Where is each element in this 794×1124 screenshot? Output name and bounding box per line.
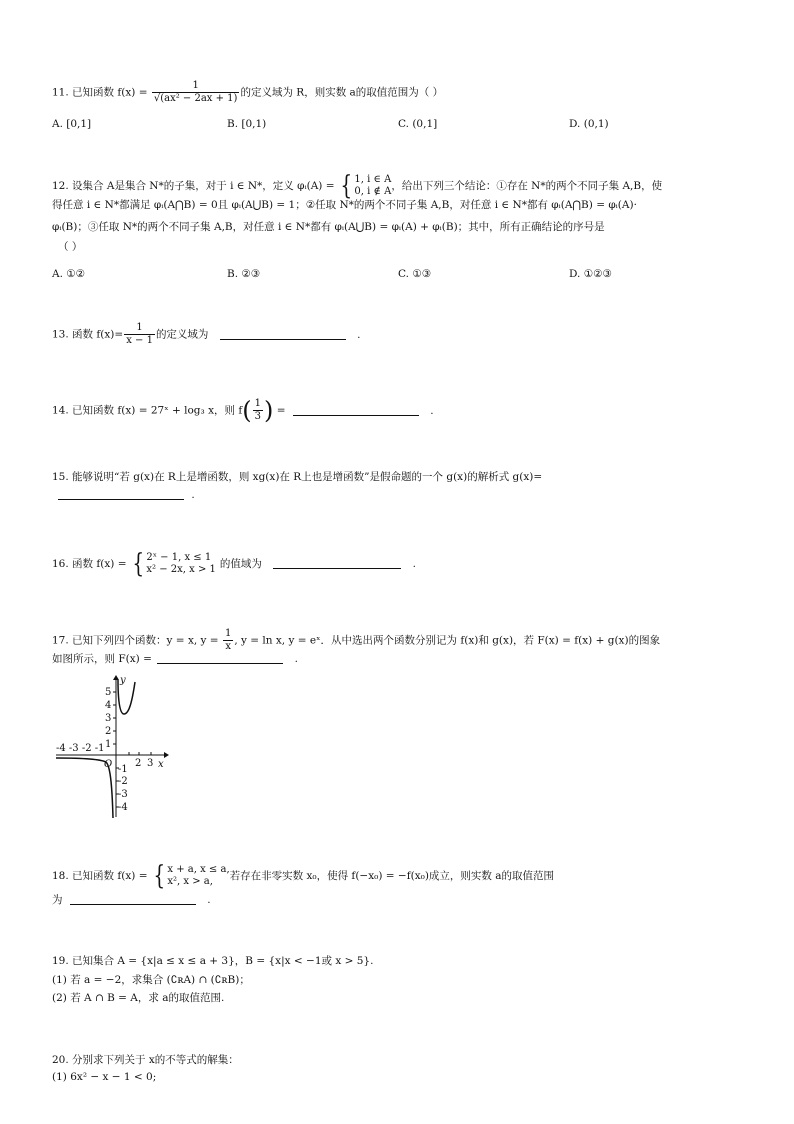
q17-graph bbox=[52, 672, 182, 822]
question-18-line-2 bbox=[52, 892, 211, 907]
q18-stem-line2: 为 bbox=[52, 894, 63, 906]
q17-x-arrow bbox=[164, 752, 169, 758]
question-12-line-2: 得任意 i ∈ N*都满足 φᵢ(A⋂B) = 0且 φᵢ(A⋃B) = 1；②任取 N*的两个不同子集 A,B，对任意 i ∈ N*都有 φᵢ(A⋂B) = φᵢ(A)· bbox=[52, 199, 637, 211]
question-19-part-1: (1) 若 a = −2，求集合 (∁ʀA) ∩ (∁ʀB)； bbox=[52, 974, 250, 986]
q11-fraction bbox=[152, 80, 240, 105]
q17-y-tick-neg3: -3 bbox=[118, 789, 128, 800]
q17-y-tick-1: 1 bbox=[105, 739, 112, 750]
q18-answer-blank[interactable] bbox=[70, 892, 196, 905]
q17-numerator: 1 bbox=[224, 628, 232, 639]
q12-option-a[interactable]: A. ①② bbox=[52, 268, 86, 280]
q12-option-d[interactable]: D. ①②③ bbox=[569, 268, 612, 280]
q18-brace: { bbox=[153, 861, 165, 891]
q11-numerator: 1 bbox=[192, 80, 199, 91]
q17-y-tick-neg2: -2 bbox=[118, 776, 128, 787]
q17-x-label: x bbox=[158, 759, 164, 770]
q12-stem-post: ，给出下列三个结论：①存在 N*的两个不同子集 A,B，使 bbox=[391, 180, 663, 192]
q11-stem-post: 的定义域为 R，则实数 a的取值范围为（ ） bbox=[240, 86, 444, 99]
q18-cases bbox=[167, 864, 229, 888]
q17-stem-pre: 17. 已知下列四个函数：y = x, y = bbox=[52, 634, 222, 647]
q14-equals: = bbox=[273, 404, 289, 417]
q15-answer-blank[interactable] bbox=[58, 487, 184, 500]
q14-answer-blank[interactable] bbox=[293, 403, 419, 416]
q17-y-arrow bbox=[113, 675, 119, 680]
q12-cases bbox=[354, 174, 391, 198]
q14-stem-pre: 14. 已知函数 f(x) = 27ˣ + log₃ x，则 f bbox=[52, 404, 243, 417]
q17-stem-post: , y = ln x, y = eˣ．从中选出两个函数分别记为 f(x)和 g(x)，若 F(x) = f(x) + g(x)的图象 bbox=[234, 634, 661, 647]
q18-stem-post: 若存在非零实数 x₀，使得 f(−x₀) = −f(x₀)成立，则实数 a的取值范围 bbox=[229, 870, 555, 882]
q17-fraction bbox=[223, 628, 233, 653]
question-17-line-2 bbox=[52, 651, 298, 666]
q16-case-2: x² − 2x, x > 1 bbox=[146, 564, 216, 575]
q12-option-b[interactable]: B. ②③ bbox=[227, 268, 261, 280]
question-20-part-1: (1) 6x² − x − 1 < 0; bbox=[52, 1071, 157, 1083]
q16-stem-pre: 16. 函数 f(x) = bbox=[52, 558, 130, 570]
q14-end: . bbox=[430, 404, 434, 417]
q11-option-b[interactable]: B. [0,1) bbox=[227, 118, 267, 130]
q11-option-a[interactable]: A. [0,1] bbox=[52, 118, 92, 130]
q17-y-label: y bbox=[120, 675, 126, 686]
question-17-line-1 bbox=[52, 628, 660, 653]
q17-y-tick-neg4: -4 bbox=[118, 802, 128, 813]
q17-y-tick-5: 5 bbox=[105, 687, 112, 698]
q17-end: . bbox=[294, 653, 298, 665]
q16-cases bbox=[146, 552, 215, 576]
q15-end: . bbox=[191, 489, 195, 501]
q11-denominator: √(ax² − 2ax + 1) bbox=[153, 93, 238, 104]
question-19-part-2: (2) 若 A ∩ B = A，求 a的取值范围. bbox=[52, 992, 225, 1004]
question-13 bbox=[52, 322, 360, 347]
q12-stem-pre: 12. 设集合 A是集合 N*的子集，对于 i ∈ N*，定义 φᵢ(A) = bbox=[52, 180, 338, 192]
q13-end: . bbox=[357, 328, 361, 341]
q13-answer-blank[interactable] bbox=[220, 327, 346, 340]
question-15-line-2 bbox=[58, 487, 195, 502]
question-11 bbox=[52, 80, 443, 105]
q11-stem-pre: 11. 已知函数 f(x) = bbox=[52, 86, 151, 99]
q17-x-tick-3: 3 bbox=[147, 758, 154, 769]
q17-y-tick-4: 4 bbox=[105, 700, 112, 711]
q12-option-c[interactable]: C. ①③ bbox=[398, 268, 432, 280]
q16-answer-blank[interactable] bbox=[273, 556, 401, 569]
q12-case-2: 0, i ∉ A bbox=[354, 186, 392, 197]
q16-stem-post: 的值域为 bbox=[219, 558, 262, 570]
question-12-line-4: （ ） bbox=[58, 241, 83, 253]
q16-case-1: 2ˣ − 1, x ≤ 1 bbox=[146, 552, 212, 563]
q16-end: . bbox=[412, 558, 416, 570]
q13-denominator: x − 1 bbox=[126, 335, 153, 346]
q18-end: . bbox=[207, 894, 211, 906]
q17-origin-label: O bbox=[104, 759, 113, 770]
question-18 bbox=[52, 861, 555, 891]
question-12-line-3: φᵢ(B)；③任取 N*的两个不同子集 A,B，对任意 i ∈ N*都有 φᵢ(A⋃B) = φᵢ(A) + φᵢ(B)；其中，所有正确结论的序号是 bbox=[52, 221, 605, 233]
q17-answer-blank[interactable] bbox=[157, 651, 283, 664]
q17-y-tick-neg1: -1 bbox=[118, 764, 128, 775]
q13-stem-post: 的定义域为 bbox=[155, 328, 209, 341]
q13-fraction bbox=[124, 322, 155, 347]
q14-fraction bbox=[253, 398, 263, 423]
q18-stem-pre: 18. 已知函数 f(x) = bbox=[52, 870, 151, 882]
q17-denominator: x bbox=[223, 640, 233, 653]
q17-y-tick-3: 3 bbox=[105, 713, 112, 724]
q12-case-1: 1, i ∈ A bbox=[354, 174, 392, 185]
q17-x-tick-2: 2 bbox=[135, 758, 142, 769]
q12-brace: { bbox=[340, 171, 352, 201]
q16-brace: { bbox=[132, 549, 144, 579]
question-12-line-1 bbox=[52, 171, 663, 201]
q13-numerator: 1 bbox=[136, 322, 143, 333]
q14-denominator: 3 bbox=[254, 411, 261, 422]
question-19: 19. 已知集合 A = {x|a ≤ x ≤ a + 3}，B = {x|x < −1或 x > 5}. bbox=[52, 955, 374, 967]
q11-option-d[interactable]: D. (0,1) bbox=[569, 118, 609, 130]
q11-option-c[interactable]: C. (0,1] bbox=[398, 118, 438, 130]
q17-stem-line2: 如图所示，则 F(x) = bbox=[52, 653, 156, 665]
q14-numerator: 1 bbox=[254, 398, 261, 409]
q18-case-1: x + a, x ≤ a, bbox=[167, 864, 230, 875]
q17-y-tick-2: 2 bbox=[105, 726, 112, 737]
q18-case-2: x², x > a, bbox=[167, 876, 213, 887]
q13-stem-pre: 13. 函数 f(x)= bbox=[52, 328, 124, 341]
question-16 bbox=[52, 549, 416, 579]
q17-x-neg-ticks: -4 -3 -2 -1 bbox=[56, 743, 105, 754]
question-20: 20. 分别求下列关于 x的不等式的解集： bbox=[52, 1054, 239, 1066]
question-15: 15. 能够说明“若 g(x)在 R上是增函数，则 xg(x)在 R上也是增函数”是假命题的一个 g(x)的解析式 g(x)= bbox=[52, 471, 543, 483]
question-14: 14. 已知函数 f(x) = 27ˣ + log₃ x，则 f( $\frac{1}{3}$ ) = . bbox=[52, 396, 434, 425]
